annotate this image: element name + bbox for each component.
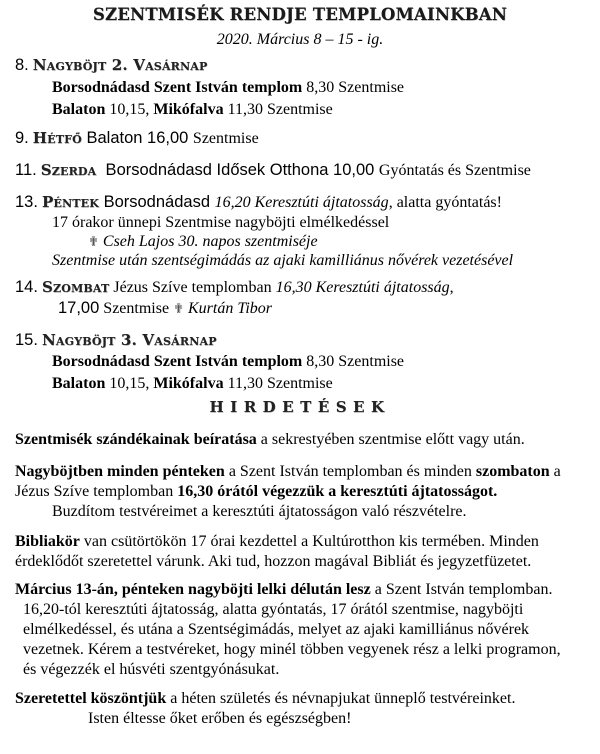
mass-time: 10,15,	[105, 101, 154, 118]
note: , alatta gyóntatás!	[388, 194, 502, 211]
page-title: SZENTMISÉK RENDJE TEMPLOMAINKBAN	[92, 5, 508, 24]
adoration-note: Szentmise után szentségimádás az ajaki kamilliánus nővérek vezetésével	[52, 252, 514, 269]
announcement-text: Jézus Szíve templomban	[15, 483, 178, 500]
schedule-day-15	[15, 330, 217, 351]
stations-of-cross: 16,30 Keresztúti ájtatosság	[275, 279, 450, 296]
day-name: Szerda	[40, 161, 97, 179]
schedule-entry	[52, 78, 404, 98]
mass-time: 8,30 Szentmise	[302, 79, 405, 96]
schedule-day-11	[15, 160, 531, 181]
cross-icon: ✟	[173, 302, 184, 317]
announcements-heading: HIRDETÉSEK	[209, 398, 391, 416]
place-time: Borsodnádasd Idősek Otthona 10,00	[96, 161, 379, 179]
schedule-entry	[52, 100, 333, 120]
place: Borsodnádasd	[99, 193, 215, 211]
day-name: Péntek	[41, 193, 99, 211]
church-name: Balaton	[52, 101, 106, 118]
day-name: Hétfő	[32, 129, 82, 147]
day-name: Nagyböjt 2. Vasárnap	[32, 56, 208, 74]
announcement-text: elmélkedéssel, és utána a Szentségimádás, melyet az ajaki kamilliánus nővérek	[23, 621, 530, 638]
schedule-entry: 17 órakor ünnepi Szentmise nagyböjti elmélkedéssel	[52, 214, 390, 231]
stations-of-cross: 16,20 Keresztúti ájtatosság	[214, 194, 389, 211]
announcement-emphasis: 16,30 órától végezzük a keresztúti ájtatosságot.	[177, 483, 498, 500]
memorial-mass	[88, 232, 318, 253]
place-time: Balaton 16,00	[81, 129, 193, 147]
day-name: Szombat	[41, 278, 110, 296]
announcement-lead: Szeretettel köszöntjük	[15, 690, 167, 707]
announcement-lenten-afternoon	[15, 580, 595, 680]
church-name: Balaton	[52, 375, 106, 392]
place: Jézus Szíve templomban	[109, 279, 276, 296]
announcement-text: és végezzék el húsvéti szentgyónásukat.	[23, 661, 280, 678]
announcement-lead: Nagyböjtben minden pénteken	[15, 463, 225, 480]
mass-time: 10,15,	[105, 375, 154, 392]
announcement-text: a	[549, 463, 561, 480]
announcement-text: érdeklődőt szeretettel várunk. Aki tud, hozzon magával Bibliát és jegyzetfüzetet.	[15, 553, 532, 570]
church-name: Borsodnádasd Szent István templom	[52, 79, 303, 96]
church-name: Borsodnádasd Szent István templom	[52, 353, 303, 370]
announcement-stations	[15, 462, 595, 522]
date-range: 2020. Március 8 – 15 - ig.	[216, 31, 384, 48]
announcement-lead: Bibliakör	[15, 533, 80, 550]
schedule-day-14	[15, 277, 454, 298]
schedule-entry	[52, 352, 404, 372]
punctuation: ,	[449, 279, 454, 296]
announcement-text: 16,20-tól keresztúti ájtatosság, alatta gyóntatás, 17 órától szentmise, nagyböjti	[23, 601, 524, 618]
mass-type: Gyóntatás és Szentmise	[378, 162, 531, 179]
schedule-day-9	[15, 128, 259, 149]
memorial-name: Cseh Lajos 30. napos szentmiséje	[98, 233, 318, 250]
church-name: Mikófalva	[153, 375, 224, 392]
memorial-name: Kurtán Tibor	[183, 300, 272, 317]
announcement-intentions	[15, 430, 595, 450]
day-name: Nagyböjt 3. Vasárnap	[41, 331, 217, 349]
mass-time: 17,00	[58, 299, 100, 317]
mass-type: Szentmise	[192, 130, 259, 147]
mass-time: 11,30 Szentmise	[223, 101, 333, 118]
announcement-text: vezetnek. Kérem a testvéreket, hogy minél többen vegyenek rész a lelki programon,	[23, 641, 561, 658]
announcement-text: a Szent István templomban.	[370, 581, 553, 598]
mass-time: 11,30 Szentmise	[223, 375, 333, 392]
day-number: 14.	[15, 278, 38, 296]
schedule-entry	[52, 374, 333, 394]
announcement-text: a Szent István templomban és minden	[224, 463, 476, 480]
announcement-text: van csütörtökön 17 órai kezdettel a Kultúrotthon kis termében. Minden	[79, 533, 539, 550]
day-number: 9.	[15, 129, 29, 147]
schedule-entry	[58, 298, 272, 320]
announcement-greetings	[15, 689, 595, 729]
day-number: 15.	[15, 331, 38, 349]
day-number: 11.	[15, 161, 37, 179]
announcement-emphasis: szombaton	[475, 463, 550, 480]
announcement-text: a sekrestyében szentmise előtt vagy után.	[256, 431, 525, 448]
cross-icon: ✟	[88, 235, 99, 250]
day-number: 8.	[15, 56, 29, 74]
mass-type: Szentmise	[99, 300, 174, 317]
mass-time: 8,30 Szentmise	[302, 353, 405, 370]
announcement-lead: Március 13-án, pénteken nagyböjti lelki délután lesz	[15, 581, 371, 598]
church-name: Mikófalva	[153, 101, 224, 118]
announcement-text: Isten éltesse őket erőben és egészségben!	[88, 710, 352, 727]
announcement-bible-circle	[15, 532, 595, 572]
announcement-text: a héten születés és névnapjukat ünneplő testvéreinket.	[166, 690, 516, 707]
day-number: 13.	[15, 193, 38, 211]
announcement-lead: Szentmisék szándékainak beíratása	[15, 431, 257, 448]
schedule-day-8	[15, 55, 208, 76]
announcement-text: Buzdítom testvéreimet a keresztúti ájtatosságon való részvételre.	[52, 503, 467, 520]
schedule-day-13	[15, 192, 502, 213]
